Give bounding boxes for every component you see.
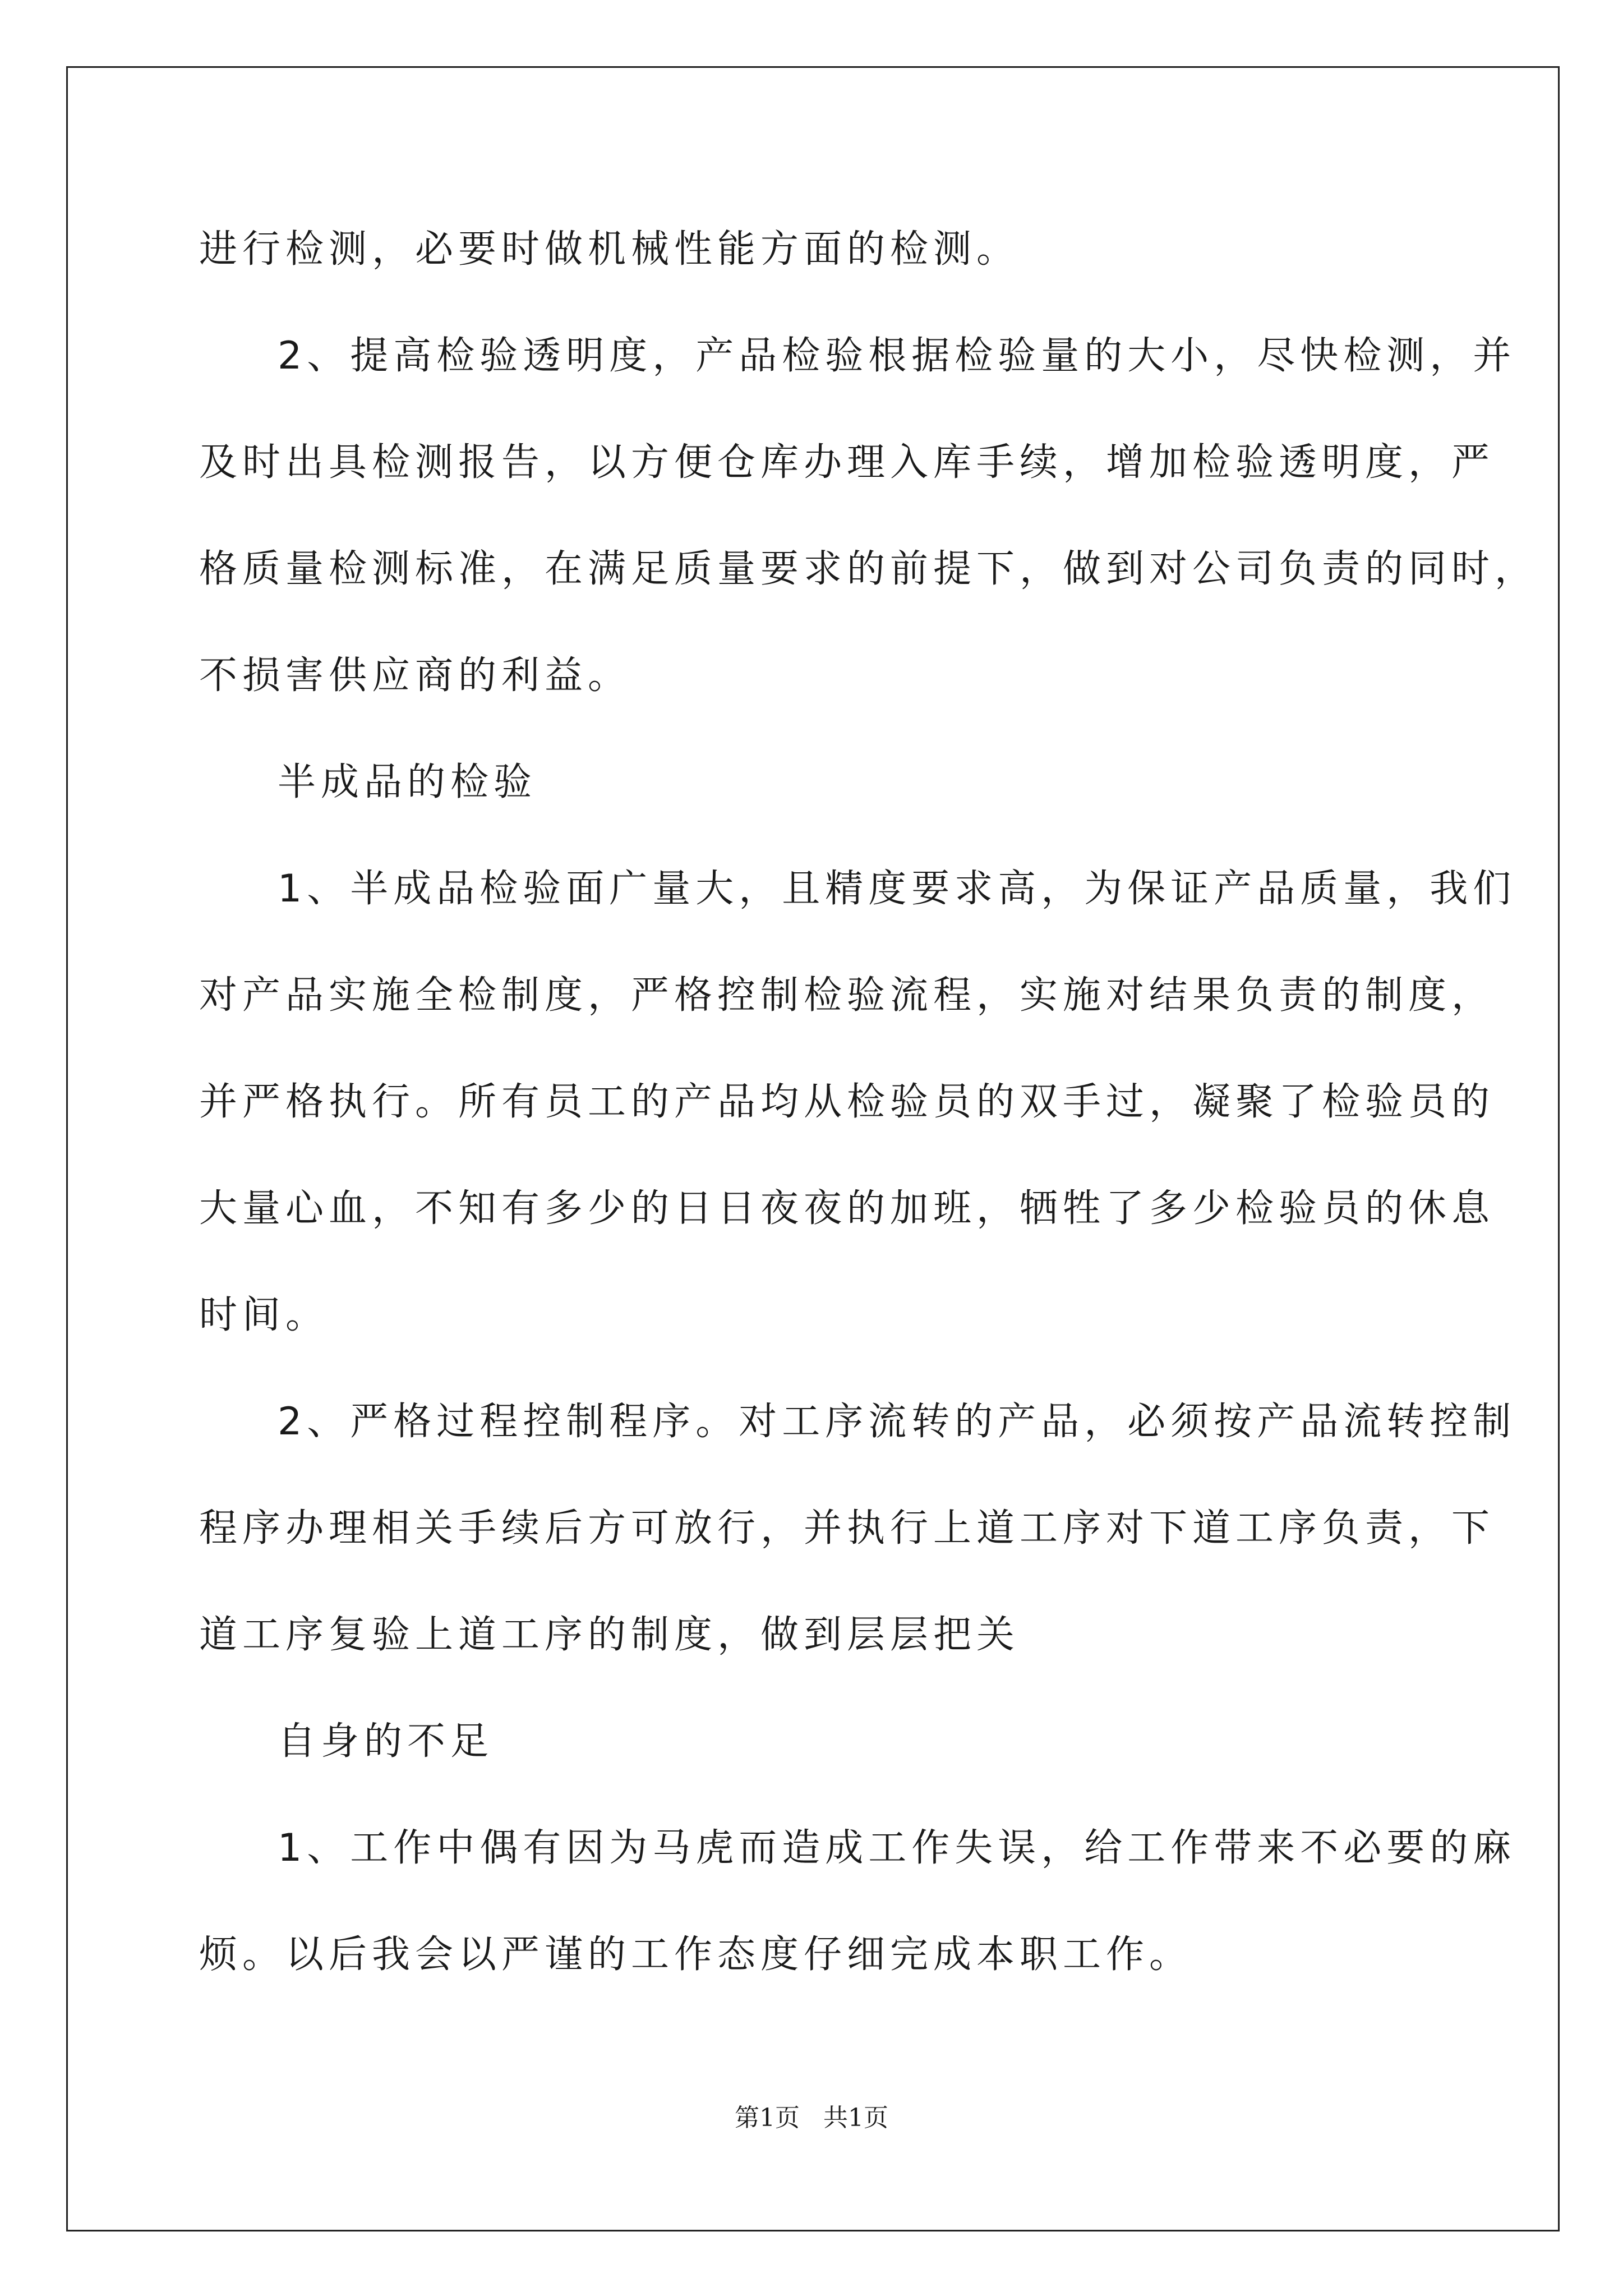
text-line: 大量心血，不知有多少的日日夜夜的加班，牺牲了多少检验员的休息 bbox=[199, 1186, 1495, 1231]
text-line: 道工序复验上道工序的制度，做到层层把关 bbox=[199, 1613, 1020, 1657]
text-line: 烦。以后我会以严谨的工作态度仔细完成本职工作。 bbox=[199, 1932, 1193, 1977]
text-line: 2、严格过程控制程序。对工序流转的产品，必须按产品流转控制 bbox=[278, 1400, 1516, 1444]
text-line: 及时出具检测报告，以方便仓库办理入库手续，增加检验透明度，严 bbox=[199, 440, 1495, 485]
text-line: 格质量检测标准，在满足质量要求的前提下，做到对公司负责的同时， bbox=[199, 547, 1538, 591]
section-heading: 自身的不足 bbox=[278, 1719, 494, 1764]
text-line: 并严格执行。所有员工的产品均从检验员的双手过，凝聚了检验员的 bbox=[199, 1080, 1495, 1124]
text-line: 1、半成品检验面广量大，且精度要求高，为保证产品质量，我们 bbox=[278, 867, 1516, 911]
text-line: 不损害供应商的利益。 bbox=[199, 654, 631, 698]
page-border bbox=[66, 66, 1560, 2231]
text-line: 2、提高检验透明度，产品检验根据检验量的大小，尽快检测，并 bbox=[278, 334, 1516, 378]
text-line: 程序办理相关手续后方可放行，并执行上道工序对下道工序负责，下 bbox=[199, 1506, 1495, 1550]
page-number-footer: 第1页 共1页 bbox=[735, 2104, 888, 2132]
text-line: 对产品实施全检制度，严格控制检验流程，实施对结果负责的制度， bbox=[199, 973, 1495, 1018]
text-line: 时间。 bbox=[199, 1293, 329, 1337]
text-line: 进行检测，必要时做机械性能方面的检测。 bbox=[199, 227, 1020, 272]
text-line: 1、工作中偶有因为马虎而造成工作失误，给工作带来不必要的麻 bbox=[278, 1826, 1516, 1870]
section-heading: 半成品的检验 bbox=[278, 760, 537, 804]
